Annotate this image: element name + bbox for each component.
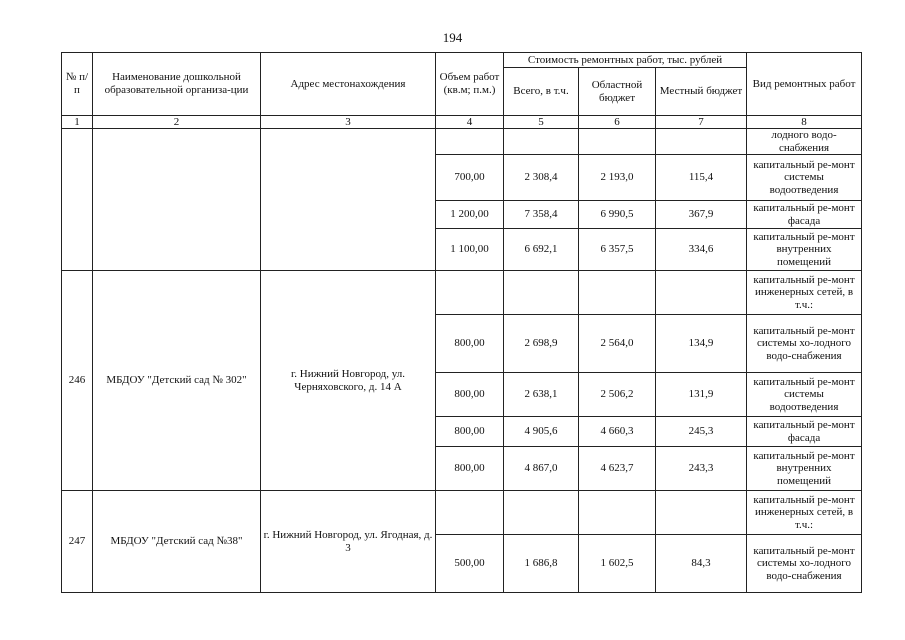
regional-cell: 4 623,7: [579, 447, 656, 491]
volume-cell: 800,00: [436, 315, 504, 373]
local-cell: 134,9: [656, 315, 747, 373]
total-cell: 4 867,0: [504, 447, 579, 491]
local-cell: 243,3: [656, 447, 747, 491]
total-cell: [504, 491, 579, 535]
index-cell: 1: [62, 116, 93, 129]
total-cell: [504, 271, 579, 315]
total-cell: 2 698,9: [504, 315, 579, 373]
header-total: Всего, в т.ч.: [504, 68, 579, 116]
volume-cell: 800,00: [436, 373, 504, 417]
repair-costs-table: [61, 52, 862, 593]
total-cell: 4 905,6: [504, 417, 579, 447]
kind-cell: капитальный ре-монт инженерных сетей, в т.ч.:: [747, 491, 862, 535]
regional-cell: 6 357,5: [579, 229, 656, 271]
index-cell: 5: [504, 116, 579, 129]
table-row: [62, 271, 862, 315]
header-row-1: [62, 53, 862, 68]
regional-cell: 2 564,0: [579, 315, 656, 373]
local-cell: 367,9: [656, 201, 747, 229]
kind-cell: капитальный ре-монт фасада: [747, 417, 862, 447]
kind-cell: капитальный ре-монт фасада: [747, 201, 862, 229]
regional-cell: 4 660,3: [579, 417, 656, 447]
header-kind: Вид ремонтных работ: [747, 53, 862, 116]
num-cell: [62, 129, 93, 271]
volume-cell: 800,00: [436, 417, 504, 447]
local-cell: 131,9: [656, 373, 747, 417]
total-cell: 6 692,1: [504, 229, 579, 271]
org-name-cell: [93, 129, 261, 271]
total-cell: [504, 129, 579, 155]
address-cell: г. Нижний Новгород, ул. Ягодная, д. 3: [261, 491, 436, 593]
num-cell: 247: [62, 491, 93, 593]
kind-cell: лодного водо-снабжения: [747, 129, 862, 155]
kind-cell: капитальный ре-монт системы хо-лодного водо-снабжения: [747, 315, 862, 373]
kind-cell: капитальный ре-монт системы хо-лодного водо-снабжения: [747, 535, 862, 593]
volume-cell: 800,00: [436, 447, 504, 491]
total-cell: 1 686,8: [504, 535, 579, 593]
volume-cell: 500,00: [436, 535, 504, 593]
regional-cell: 2 193,0: [579, 155, 656, 201]
index-cell: 4: [436, 116, 504, 129]
index-cell: 8: [747, 116, 862, 129]
address-cell: г. Нижний Новгород, ул. Черняховского, д. 14 А: [261, 271, 436, 491]
header-volume: Объем работ (кв.м; п.м.): [436, 53, 504, 116]
index-cell: 2: [93, 116, 261, 129]
org-name-cell: МБДОУ "Детский сад №38": [93, 491, 261, 593]
kind-cell: капитальный ре-монт инженерных сетей, в т.ч.:: [747, 271, 862, 315]
local-cell: 115,4: [656, 155, 747, 201]
org-name-cell: МБДОУ "Детский сад № 302": [93, 271, 261, 491]
kind-cell: капитальный ре-монт внутренних помещений: [747, 229, 862, 271]
local-cell: 84,3: [656, 535, 747, 593]
table-row: [62, 491, 862, 535]
local-cell: 245,3: [656, 417, 747, 447]
index-cell: 6: [579, 116, 656, 129]
index-cell: 3: [261, 116, 436, 129]
header-regional: Областной бюджет: [579, 68, 656, 116]
header-address: Адрес местонахождения: [261, 53, 436, 116]
num-cell: 246: [62, 271, 93, 491]
volume-cell: [436, 271, 504, 315]
page-number: 194: [442, 30, 463, 45]
local-cell: [656, 491, 747, 535]
regional-cell: 1 602,5: [579, 535, 656, 593]
regional-cell: [579, 491, 656, 535]
header-name: Наименование дошкольной образовательной организа-ции: [93, 53, 261, 116]
local-cell: [656, 271, 747, 315]
table-row: [62, 129, 862, 155]
local-cell: 334,6: [656, 229, 747, 271]
kind-cell: капитальный ре-монт внутренних помещений: [747, 447, 862, 491]
index-cell: 7: [656, 116, 747, 129]
volume-cell: [436, 129, 504, 155]
volume-cell: 1 200,00: [436, 201, 504, 229]
header-local: Местный бюджет: [656, 68, 747, 116]
volume-cell: [436, 491, 504, 535]
total-cell: 7 358,4: [504, 201, 579, 229]
total-cell: 2 638,1: [504, 373, 579, 417]
total-cell: 2 308,4: [504, 155, 579, 201]
column-index-row: [62, 116, 862, 129]
kind-cell: капитальный ре-монт системы водоотведения: [747, 155, 862, 201]
volume-cell: 1 100,00: [436, 229, 504, 271]
kind-cell: капитальный ре-монт системы водоотведения: [747, 373, 862, 417]
regional-cell: 6 990,5: [579, 201, 656, 229]
regional-cell: [579, 271, 656, 315]
regional-cell: 2 506,2: [579, 373, 656, 417]
volume-cell: 700,00: [436, 155, 504, 201]
regional-cell: [579, 129, 656, 155]
local-cell: [656, 129, 747, 155]
header-num: № п/п: [62, 53, 93, 116]
address-cell: [261, 129, 436, 271]
header-cost-group: Стоимость ремонтных работ, тыс. рублей: [504, 53, 747, 68]
